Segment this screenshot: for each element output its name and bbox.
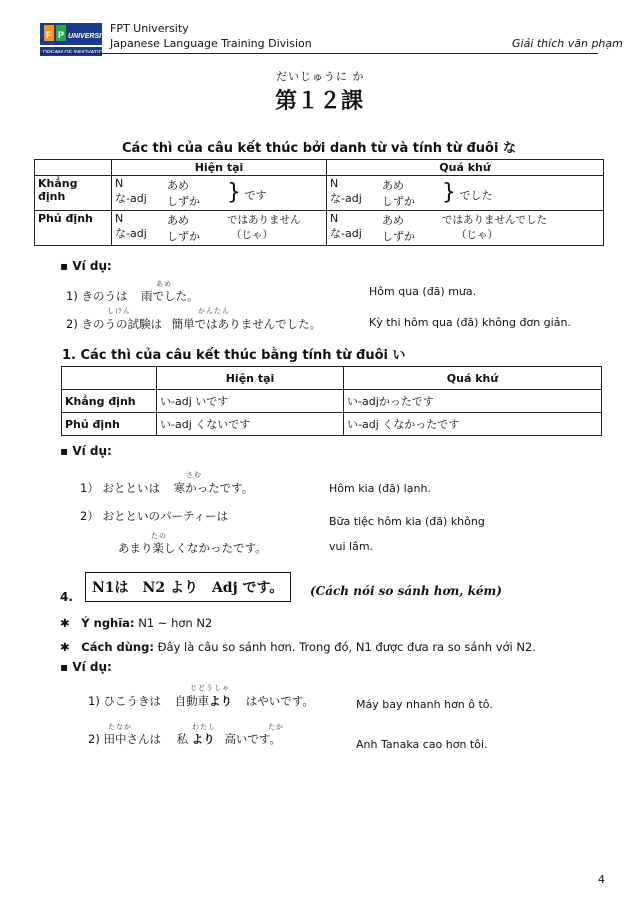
example-jp-a: きのうの試験は <box>81 317 162 331</box>
example-jp-b: 自動車 <box>174 694 210 708</box>
example-jp <box>66 288 199 304</box>
example-vi: Kỳ thi hôm qua (đã) không đơn giản. <box>369 316 571 329</box>
example-num: 2) <box>88 732 100 746</box>
cell-n: N <box>115 212 124 225</box>
row-affirmative: Khẳng định <box>35 176 112 211</box>
example-num: 1) <box>88 694 100 708</box>
example-label: ▪ Ví dụ: <box>60 259 112 273</box>
comparison-note: (Cách nói so sánh hơn, kém) <box>310 584 502 598</box>
i-adj-table <box>61 366 602 436</box>
lesson-furigana: だいじゅうに か <box>276 70 365 83</box>
asterisk-icon: ✱ <box>60 616 70 630</box>
example-label-text: Ví dụ: <box>72 259 112 273</box>
brace-icon: } <box>442 180 456 205</box>
col-present: Hiện tại <box>112 160 327 176</box>
example-jp <box>80 480 253 496</box>
division-name: Japanese Language Training Division <box>110 37 312 50</box>
example-vi: Bữa tiệc hôm kia (đã) không <box>329 515 485 528</box>
cell-ame: あめ <box>167 214 189 227</box>
yori-word: より <box>209 694 233 708</box>
cell-n: N <box>330 212 339 225</box>
example-jp-b: 寒かったです。 <box>173 481 254 495</box>
section3-number: 4. <box>60 590 73 604</box>
neg-past: い-adj くなかったです <box>344 413 602 436</box>
yori-word: より <box>191 732 215 746</box>
cell-shizuka: しずか <box>167 230 200 243</box>
asterisk-icon: ✱ <box>60 640 70 654</box>
example-label: ▪ Ví dụ: <box>60 660 112 674</box>
col-past: Quá khứ <box>327 160 604 176</box>
furigana: じどうしゃ <box>190 684 230 692</box>
example-jp-b: 私 <box>176 732 189 746</box>
meaning-line <box>60 616 212 630</box>
meaning-text: N1 ~ hơn N2 <box>138 616 213 630</box>
example-jp-a: きのうは <box>81 289 128 303</box>
example-jp-a: 田中さんは <box>103 732 161 746</box>
furigana: たか <box>268 723 284 731</box>
svg-text:P: P <box>58 30 65 40</box>
example-num: 1) <box>66 289 78 303</box>
aff-past: い-adjかったです <box>344 390 602 413</box>
section2-title: 1. Các thì của câu kết thúc bằng tính từ đuôi い <box>62 348 406 363</box>
cell-ame: あめ <box>382 214 404 227</box>
furigana: しけん <box>107 307 131 315</box>
cell-n: N <box>115 177 124 190</box>
comparison-pattern-box: N1は N2 より Adj です。 <box>85 572 291 602</box>
university-name: FPT University <box>110 22 189 35</box>
example-jp-a: ひこうきは <box>103 694 161 708</box>
svg-text:UNIVERSITY: UNIVERSITY <box>68 33 111 40</box>
example-jp-b: 簡単ではありませんでした。 <box>171 317 322 331</box>
example-vi: vui lắm. <box>329 540 374 553</box>
row-negative: Phủ định <box>35 211 112 246</box>
row-negative: Phủ định <box>62 413 157 436</box>
cell-ja: （じゃ） <box>456 229 498 241</box>
furigana: わたし <box>192 723 216 731</box>
brace-icon: } <box>227 180 241 205</box>
cell-shizuka: しずか <box>382 230 415 243</box>
example-jp-a: おとといのパーティーは <box>102 509 229 523</box>
lesson-title: 第１２課 <box>274 89 363 114</box>
example-jp <box>88 693 314 709</box>
example-label-text: Ví dụ: <box>72 444 112 458</box>
example-jp-c: 高いです。 <box>224 732 282 746</box>
cell-ja: （じゃ） <box>231 229 273 241</box>
example-vi: Hôm kia (đã) lạnh. <box>329 482 431 495</box>
cell-n: N <box>330 177 339 190</box>
example-num: 2） <box>80 509 99 523</box>
cell-na-adj: な-adj <box>330 192 362 205</box>
furigana: たなか <box>108 723 132 731</box>
aff-present: い-adj いです <box>157 390 344 413</box>
noun-na-adj-table <box>34 159 604 246</box>
example-jp-b: 雨でした。 <box>141 289 199 303</box>
usage-label: Cách dùng: <box>81 640 154 654</box>
example-num: 2) <box>66 317 78 331</box>
furigana: あめ <box>156 280 172 288</box>
meaning-label: Ý nghĩa: <box>81 616 135 630</box>
example-jp-b: あまり楽しくなかったです。 <box>118 541 267 555</box>
cell-shizuka: しずか <box>167 195 200 208</box>
cell-ame: あめ <box>167 179 189 192</box>
col-present: Hiện tại <box>157 367 344 390</box>
example-vi: Anh Tanaka cao hơn tôi. <box>356 738 488 751</box>
cell-deshita: でした <box>459 189 493 202</box>
header-right-title: Giải thích văn phạm <box>512 37 623 50</box>
example-jp <box>80 508 228 524</box>
svg-text:F: F <box>46 30 52 40</box>
example-jp <box>66 316 321 332</box>
cell-dewa-arimasen-deshita: ではありませんでした <box>442 214 547 226</box>
furigana: かんたん <box>198 307 230 315</box>
example-vi: Hôm qua (đã) mưa. <box>369 285 477 298</box>
example-jp-a: おとといは <box>102 481 160 495</box>
example-label-text: Ví dụ: <box>72 660 112 674</box>
page-number: 4 <box>598 873 605 886</box>
cell-na-adj: な-adj <box>330 227 362 240</box>
furigana: さむ <box>186 471 202 479</box>
cell-dewa-arimasen: ではありません <box>227 214 301 226</box>
row-affirmative: Khẳng định <box>62 390 157 413</box>
example-jp <box>88 731 281 747</box>
example-jp-c: はやいです。 <box>245 694 314 708</box>
furigana: たの <box>151 532 167 540</box>
cell-shizuka: しずか <box>382 195 415 208</box>
example-num: 1） <box>80 481 99 495</box>
cell-ame: あめ <box>382 179 404 192</box>
usage-text: Đây là câu so sánh hơn. Trong đó, N1 được đưa ra so sánh với N2. <box>157 640 536 654</box>
neg-present: い-adj くないです <box>157 413 344 436</box>
header-divider <box>40 53 598 54</box>
cell-na-adj: な-adj <box>115 192 147 205</box>
cell-desu: です <box>244 189 267 202</box>
usage-line <box>60 640 536 654</box>
section1-title: Các thì của câu kết thúc bởi danh từ và tính từ đuôi な <box>122 141 516 156</box>
example-vi: Máy bay nhanh hơn ô tô. <box>356 698 493 711</box>
example-label: ▪ Ví dụ: <box>60 444 112 458</box>
cell-na-adj: な-adj <box>115 227 147 240</box>
col-past: Quá khứ <box>344 367 602 390</box>
